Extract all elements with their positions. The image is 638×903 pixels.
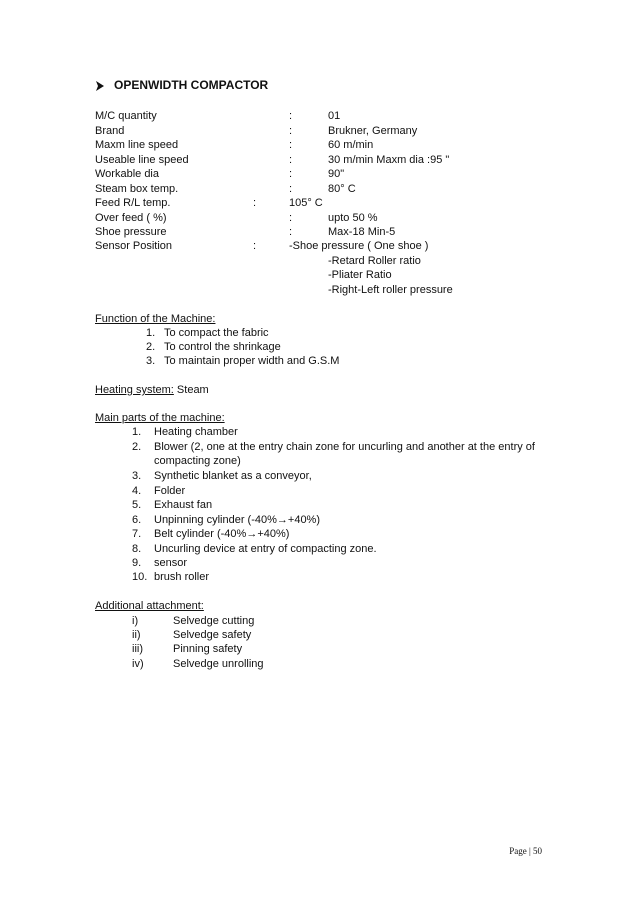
- spec-label: Shoe pressure: [95, 226, 167, 238]
- list-item: sensor: [154, 557, 188, 569]
- list-number: 3.: [132, 470, 142, 482]
- list-item: Exhaust fan: [154, 499, 213, 511]
- list-item: Unpinning cylinder (-40%→+40%): [154, 514, 320, 526]
- list-item: Synthetic blanket as a conveyor,: [154, 470, 312, 482]
- arrow-bullet-icon: [95, 80, 105, 92]
- spec-colon: :: [253, 197, 257, 209]
- spec-label: Maxm line speed: [95, 139, 179, 151]
- spec-value: 01: [328, 110, 341, 122]
- list-item: Pinning safety: [173, 643, 243, 655]
- spec-colon: :: [289, 168, 293, 180]
- list-item: Heating chamber: [154, 426, 238, 438]
- function-title: Function of the Machine:: [95, 313, 216, 325]
- section-heading: OPENWIDTH COMPACTOR: [114, 78, 269, 92]
- spec-colon: :: [289, 212, 293, 224]
- spec-value: Brukner, Germany: [328, 125, 418, 137]
- spec-value: 80° C: [328, 183, 356, 195]
- spec-label: M/C quantity: [95, 110, 157, 122]
- list-number: 9.: [132, 557, 142, 569]
- spec-colon: :: [253, 240, 257, 252]
- spec-label: Sensor Position: [95, 240, 173, 252]
- list-item: Uncurling device at entry of compacting zone.: [154, 543, 377, 555]
- spec-value: 90": [328, 168, 345, 180]
- list-number: 4.: [132, 485, 142, 497]
- list-item: Selvedge cutting: [173, 615, 255, 627]
- list-number: iii): [132, 643, 143, 655]
- spec-colon: :: [289, 139, 293, 151]
- list-item: To control the shrinkage: [164, 341, 281, 353]
- page-number: Page | 50: [509, 846, 542, 856]
- spec-label: Useable line speed: [95, 154, 189, 166]
- sensor-position-line: -Retard Roller ratio: [328, 255, 421, 267]
- list-number: 3.: [146, 355, 156, 367]
- spec-value: 60 m/min: [328, 139, 374, 151]
- list-number: 1.: [146, 327, 156, 339]
- heating-value: Steam: [173, 384, 209, 396]
- list-item: To compact the fabric: [164, 327, 269, 339]
- spec-label: Workable dia: [95, 168, 159, 180]
- sensor-position-line: -Right-Left roller pressure: [328, 284, 453, 296]
- list-number: i): [132, 615, 139, 627]
- list-item: Belt cylinder (-40%→+40%): [154, 528, 290, 540]
- spec-label: Over feed ( %): [95, 212, 167, 224]
- spec-value: 105° C: [289, 197, 323, 209]
- additional-title: Additional attachment:: [95, 600, 204, 612]
- main-parts-title: Main parts of the machine:: [95, 412, 225, 424]
- list-number: 8.: [132, 543, 142, 555]
- spec-value: Max-18 Min-5: [328, 226, 396, 238]
- spec-colon: :: [289, 226, 293, 238]
- list-item: Selvedge unrolling: [173, 658, 264, 670]
- list-item-continuation: compacting zone): [154, 455, 241, 467]
- list-number: 7.: [132, 528, 142, 540]
- spec-colon: :: [289, 154, 293, 166]
- spec-colon: :: [289, 110, 293, 122]
- spec-value: -Shoe pressure ( One shoe ): [289, 240, 429, 252]
- list-number: 1.: [132, 426, 142, 438]
- spec-value: 30 m/min Maxm dia :95 ": [328, 154, 450, 166]
- list-item: Blower (2, one at the entry chain zone for uncurling and another at the entry of: [154, 441, 535, 453]
- spec-label: Brand: [95, 125, 125, 137]
- list-number: 2.: [132, 441, 142, 453]
- list-item: To maintain proper width and G.S.M: [164, 355, 340, 367]
- list-number: 10.: [132, 571, 148, 583]
- list-number: iv): [132, 658, 144, 670]
- list-number: ii): [132, 629, 141, 641]
- list-item: Folder: [154, 485, 186, 497]
- spec-label: Feed R/L temp.: [95, 197, 171, 209]
- spec-label: Steam box temp.: [95, 183, 179, 195]
- list-number: 5.: [132, 499, 142, 511]
- spec-value: upto 50 %: [328, 212, 378, 224]
- list-item: Selvedge safety: [173, 629, 252, 641]
- list-item: brush roller: [154, 571, 210, 583]
- list-number: 2.: [146, 341, 156, 353]
- heating-system: [95, 384, 209, 397]
- spec-colon: :: [289, 125, 293, 137]
- list-number: 6.: [132, 514, 142, 526]
- spec-colon: :: [289, 183, 293, 195]
- heating-label: Heating system:: [95, 384, 174, 396]
- sensor-position-line: -Pliater Ratio: [328, 269, 392, 281]
